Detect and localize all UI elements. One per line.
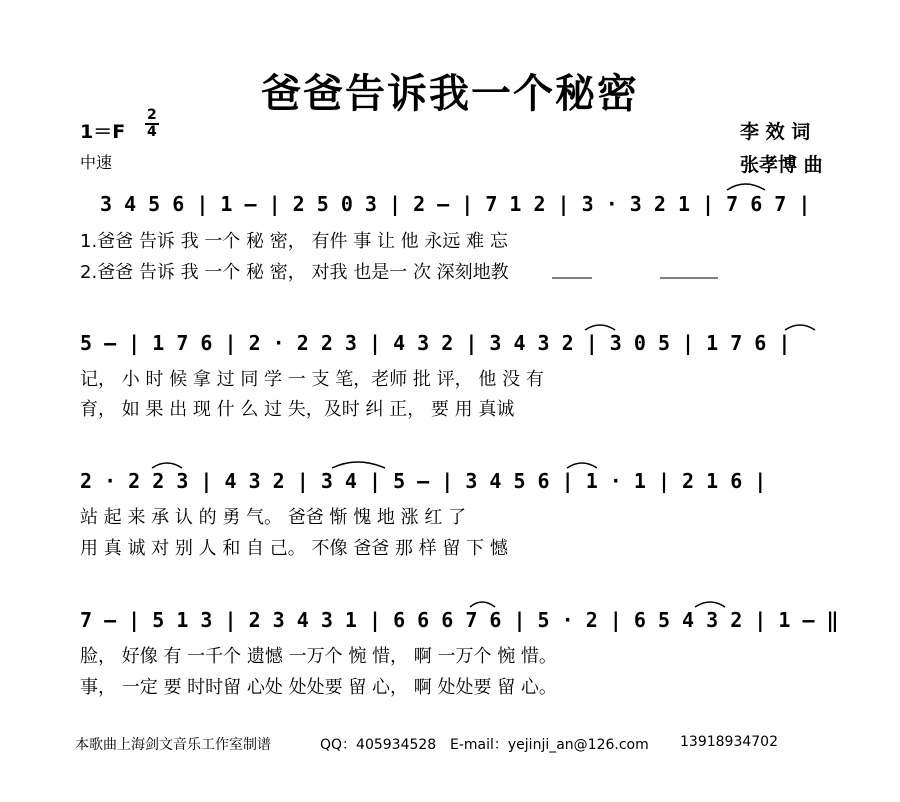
footer-credit: 本歌曲上海剑文音乐工作室制谱 (75, 737, 271, 753)
key-signature: 1＝F (80, 121, 126, 143)
lyrics-row-2-verse-1: 记， 小 时 候 拿 过 同 学 一 支 笔，老师 批 评， 他 没 有 (80, 369, 544, 390)
lyrics-row-3-verse-1: 站 起 来 承 认 的 勇 气。 爸爸 惭 愧 地 涨 红 了 (80, 507, 467, 528)
lyricist-credit: 李 效 词 (740, 121, 811, 143)
footer-qq: QQ：405934528 (320, 737, 437, 753)
composer-credit: 张孝博 曲 (740, 154, 823, 176)
time-signature-top: 2 (147, 107, 157, 123)
time-signature-bottom: 4 (147, 124, 157, 140)
lyrics-row-2-verse-2: 育， 如 果 出 现 什 么 过 失，及时 纠 正， 要 用 真诚 (80, 399, 515, 420)
slur-row3-a (152, 463, 182, 468)
lyrics-row-1-verse-2: 2.爸爸 告诉 我 一个 秘 密， 对我 也是一 次 深刻地教 (80, 262, 509, 283)
tempo-marking: 中速 (80, 153, 113, 172)
lyrics-row-4-verse-1: 脸， 好像 有 一千个 遗憾 一万个 惋 惜， 啊 一万个 惋 惜。 (80, 646, 557, 667)
notation-row-3: 2 · 2 2 3 | 4 3 2 | 3 4 | 5 – | 3 4 5 6 | 1 · 1 | 2 1 6 | (80, 469, 767, 493)
slur-row4-a (470, 602, 495, 607)
slur-row3-c (567, 463, 597, 468)
lyrics-row-4-verse-2: 事， 一定 要 时时留 心处 处处要 留 心， 啊 处处要 留 心。 (80, 677, 557, 698)
slur-row1 (727, 184, 765, 190)
notation-row-4: 7 – | 5 1 3 | 2 3 4 3 1 | 6 6 6 7 6 | 5 · 2 | 6 5 4 3 2 | 1 – ‖ (80, 608, 839, 632)
song-title: 爸爸告诉我一个秘密 (261, 71, 639, 117)
slur-row2-b (785, 325, 815, 330)
footer-email: E-mail：yejinji_an@126.com (450, 737, 649, 753)
slur-row4-b (695, 602, 725, 607)
slur-marks (152, 184, 815, 607)
footer-phone: 13918934702 (680, 734, 778, 750)
slur-row2-a (585, 325, 615, 330)
lyrics-row-3-verse-2: 用 真 诚 对 别 人 和 自 己。 不像 爸爸 那 样 留 下 憾 (80, 538, 508, 559)
notation-row-2: 5 – | 1 7 6 | 2 · 2 2 3 | 4 3 2 | 3 4 3 2 | 3 0 5 | 1 7 6 | (80, 331, 791, 355)
slur-row3-b (332, 462, 385, 468)
notation-row-1: 3 4 5 6 | 1 – | 2 5 0 3 | 2 – | 7 1 2 | 3 · 3 2 1 | 7 6 7 | (100, 192, 811, 216)
lyrics-row-1-verse-1: 1.爸爸 告诉 我 一个 秘 密， 有件 事 让 他 永远 难 忘 (80, 231, 508, 252)
